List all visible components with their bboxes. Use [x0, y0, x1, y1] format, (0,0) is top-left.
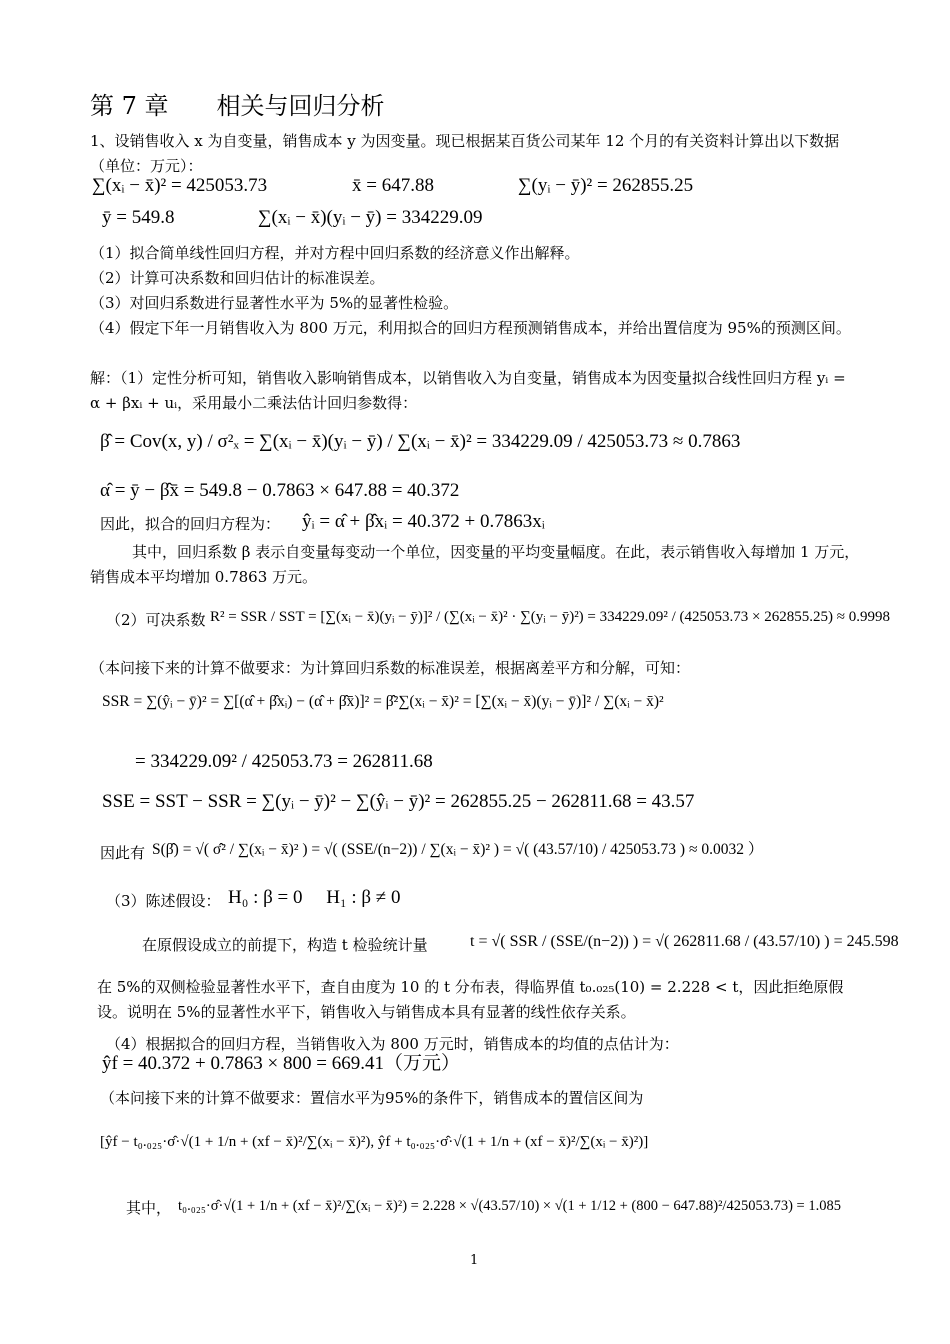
- ssr-value: = 334229.09² / 425053.73 = 262811.68: [135, 751, 433, 772]
- solution-intro: 解：（1）定性分析可知，销售收入影响销售成本，以销售收入为自变量，销售成本为因变量拟合线性回归方程 yᵢ = α + βxᵢ + uᵢ，采用最小二乘法估计回归参数得：: [90, 369, 846, 412]
- t-test-conclusion: 在 5%的双侧检验显著性水平下，查自由度为 10 的 t 分布表，得临界值 t₀.₀₂₅(10) = 2.228 < t，因此拒绝原假设。说明在 5%的显著性水平下，销售收入与销售成本具有显著的线性依存关系。: [97, 978, 844, 1021]
- hypothesis-equation: H₀ : β = 0 H₁ : β ≠ 0: [228, 887, 401, 908]
- r2-equation: R² = SSR / SST = [∑(xᵢ − x̄)(yᵢ − ȳ)]² / (∑(xᵢ − x̄)² · ∑(yᵢ − ȳ)²) = 334229.09² / (425053.73 × 262855.25) ≈ 0.9998: [210, 609, 890, 625]
- t-stat-equation: t = √( SSR / (SSE/(n−2)) ) = √( 262811.68 / (43.57/10) ) = 245.598: [470, 933, 899, 950]
- eq-syy: ∑(yᵢ − ȳ)² = 262855.25: [518, 175, 694, 196]
- task-2: （2）计算可决系数和回归估计的标准误差。: [90, 269, 385, 287]
- page-title: 第 7 章 相关与回归分析: [90, 92, 385, 120]
- confidence-interval-equation: [ŷf − t₀.₀₂₅·σ̂·√(1 + 1/n + (xf − x̄)²/∑(xᵢ − x̄)²), ŷf + t₀.₀₂₅·σ̂·√(1 + 1/n + (xf − x̄)²/∑(xᵢ − x̄)²)]: [100, 1134, 649, 1150]
- question-intro: 1、设销售收入 x 为自变量，销售成本 y 为因变量。现已根据某百货公司某年 12 个月的有关资料计算出以下数据（单位：万元）：: [90, 132, 840, 175]
- ci-prefix: 其中，: [126, 1199, 172, 1217]
- fitted-equation: ŷᵢ = α̂ + β̂xᵢ = 40.372 + 0.7863xᵢ: [302, 511, 545, 532]
- sse-equation: SSE = SST − SSR = ∑(yᵢ − ȳ)² − ∑(ŷᵢ − ȳ)² = 262855.25 − 262811.68 = 43.57: [102, 791, 695, 812]
- note-1: （本问接下来的计算不做要求：为计算回归系数的标准误差，根据离差平方和分解，可知：: [90, 659, 691, 677]
- task-4: （4）假定下年一月销售收入为 800 万元，利用拟合的回归方程预测销售成本，并给出置信度为 95%的预测区间。: [90, 319, 851, 337]
- eq-xbar: x̄ = 647.88: [352, 175, 434, 196]
- eq-ybar: ȳ = 549.8: [102, 207, 175, 228]
- alpha-equation: α̂ = ȳ − β̂x̄ = 549.8 − 0.7863 × 647.88 = 40.372: [100, 480, 460, 501]
- page-number: 1: [470, 1253, 479, 1268]
- prediction-equation: ŷf = 40.372 + 0.7863 × 800 = 669.41（万元）: [102, 1053, 460, 1074]
- beta-equation: β̂ = Cov(x, y) / σ²ₓ = ∑(xᵢ − x̄)(yᵢ − ȳ) / ∑(xᵢ − x̄)² = 334229.09 / 425053.73 ≈ 0.7863: [100, 431, 741, 452]
- note-2: （本问接下来的计算不做要求：置信水平为95%的条件下，销售成本的置信区间为: [100, 1089, 644, 1107]
- eq-sxy: ∑(xᵢ − x̄)(yᵢ − ȳ) = 334229.09: [258, 207, 483, 228]
- ssr-equation: SSR = ∑(ŷᵢ − ȳ)² = ∑[(α̂ + β̂xᵢ) − (α̂ + β̂x̄)]² = β̂²∑(xᵢ − x̄)² = [∑(xᵢ − x̄)(yᵢ − ȳ)]² / ∑(xᵢ − x̄)²: [102, 693, 664, 710]
- t-stat-prefix: 在原假设成立的前提下，构造 t 检验统计量: [142, 936, 428, 954]
- ci-value: t₀.₀₂₅·σ̂·√(1 + 1/n + (xf − x̄)²/∑(xᵢ − x̄)²) = 2.228 × √(43.57/10) × √(1 + 1/12 + (800 − 647.88)²/425053.73) = 1.085: [178, 1198, 841, 1214]
- prediction-intro: （4）根据拟合的回归方程，当销售收入为 800 万元时，销售成本的均值的点估计为：: [106, 1035, 679, 1053]
- se-equation: S(β̂) = √( σ̂² / ∑(xᵢ − x̄)² ) = √( (SSE/(n−2)) / ∑(xᵢ − x̄)² ) = √( (43.57/10) / 425053.73 ) ≈ 0.0032 ）: [152, 841, 764, 858]
- hypothesis-prefix: （3）陈述假设：: [106, 892, 221, 910]
- se-prefix: 因此有: [100, 844, 146, 862]
- fitted-prefix: 因此，拟合的回归方程为：: [100, 515, 281, 533]
- r2-prefix: （2）可决系数: [106, 611, 206, 629]
- task-3: （3）对回归系数进行显著性水平为 5%的显著性检验。: [90, 294, 459, 312]
- task-1: （1）拟合简单线性回归方程，并对方程中回归系数的经济意义作出解释。: [90, 244, 580, 262]
- coefficient-meaning: 其中，回归系数 β 表示自变量每变动一个单位，因变量的平均变量幅度。在此，表示销售收入每增加 1 万元，销售成本平均增加 0.7863 万元。: [90, 543, 860, 586]
- eq-sxx: ∑(xᵢ − x̄)² = 425053.73: [92, 175, 268, 196]
